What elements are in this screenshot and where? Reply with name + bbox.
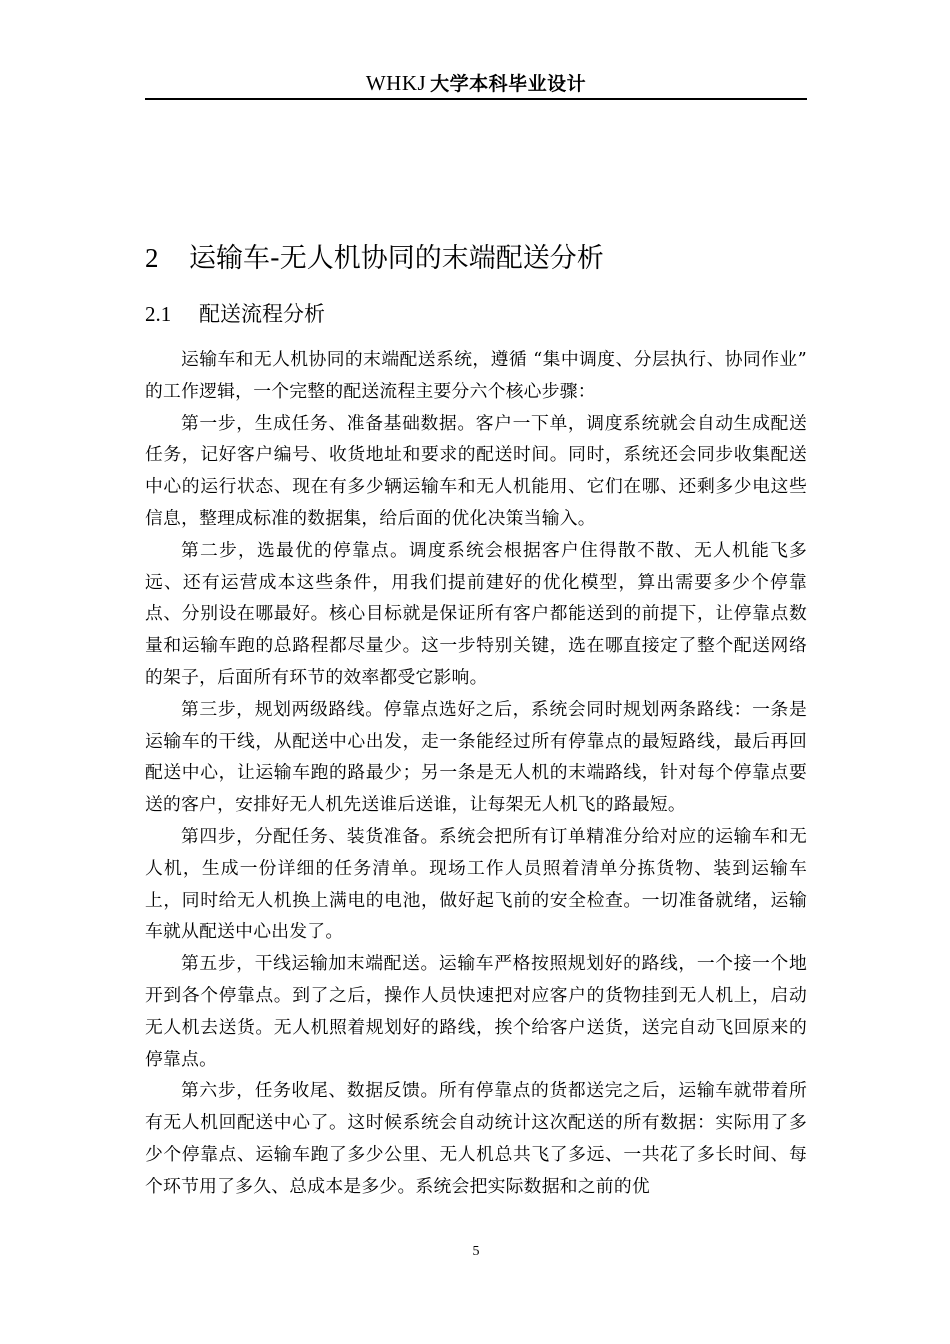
paragraph-step-4: 第四步，分配任务、装货准备。系统会把所有订单精准分给对应的运输车和无人机，生成一份详细的任务清单。现场工作人员照着清单分拣货物、装到运输车上，同时给无人机换上满电的电池，做好起飞前的安全检查。一切准备就绪，运输车就从配送中心出发了。	[145, 825, 807, 943]
section-number: 2.1	[145, 302, 172, 326]
header-suffix: 大学本科毕业设计	[430, 73, 587, 95]
paragraph-step-2: 第二步，选最优的停靠点。调度系统会根据客户住得散不散、无人机能飞多远、还有运营成本这些条件，用我们提前建好的优化模型，算出需要多少个停靠点、分别设在哪最好。核心目标就是保证所有客户都能送到的前提下，让停靠点数量和运输车跑的总路程都尽量少。这一步特别关键，选在哪直接定了整个配送网络的架子，后面所有环节的效率都受它影响。	[145, 539, 807, 688]
page-number: 5	[472, 1244, 480, 1259]
body-text	[145, 344, 807, 1203]
paragraph-step-3: 第三步，规划两级路线。停靠点选好之后，系统会同时规划两条路线：一条是运输车的干线，从配送中心出发，走一条能经过所有停靠点的最短路线，最后再回配送中心，让运输车跑的路最少；另一条是无人机的末端路线，针对每个停靠点要送的客户，安排好无人机先送谁后送谁，让每架无人机飞的路最短。	[145, 698, 807, 816]
chapter-number: 2	[145, 243, 159, 273]
paragraph-step-1: 第一步，生成任务、准备基础数据。客户一下单，调度系统就会自动生成配送任务，记好客户编号、收货地址和要求的配送时间。同时，系统还会同步收集配送中心的运行状态、现在有多少辆运输车和无人机能用、它们在哪、还剩多少电这些信息，整理成标准的数据集，给后面的优化决策当输入。	[145, 412, 807, 529]
paragraph-step-5: 第五步，干线运输加末端配送。运输车严格按照规划好的路线，一个接一个地开到各个停靠点。到了之后，操作人员快速把对应客户的货物挂到无人机上，启动无人机去送货。无人机照着规划好的路线，挨个给客户送货，送完自动飞回原来的停靠点。	[145, 953, 807, 1070]
running-header	[145, 70, 807, 97]
chapter-title-text: 运输车-无人机协同的末端配送分析	[189, 243, 604, 274]
paragraph-step-6: 第六步，任务收尾、数据反馈。所有停靠点的货都送完之后，运输车就带着所有无人机回配送中心了。这时候系统会自动统计这次配送的所有数据：实际用了多少个停靠点、运输车跑了多少公里、无人机总共飞了多远、一共花了多长时间、每个环节用了多久、总成本是多少。系统会把实际数据和之前的优	[145, 1080, 807, 1197]
header-brand: WHKJ	[365, 71, 427, 95]
section-title-text: 配送流程分析	[199, 302, 325, 326]
chapter-title	[145, 238, 807, 279]
section-title	[145, 297, 807, 331]
paragraph-intro: 运输车和无人机协同的末端配送系统，遵循 “集中调度、分层执行、协同作业” 的工作逻辑，一个完整的配送流程主要分六个核心步骤：	[145, 349, 807, 402]
header-rule	[145, 98, 807, 100]
